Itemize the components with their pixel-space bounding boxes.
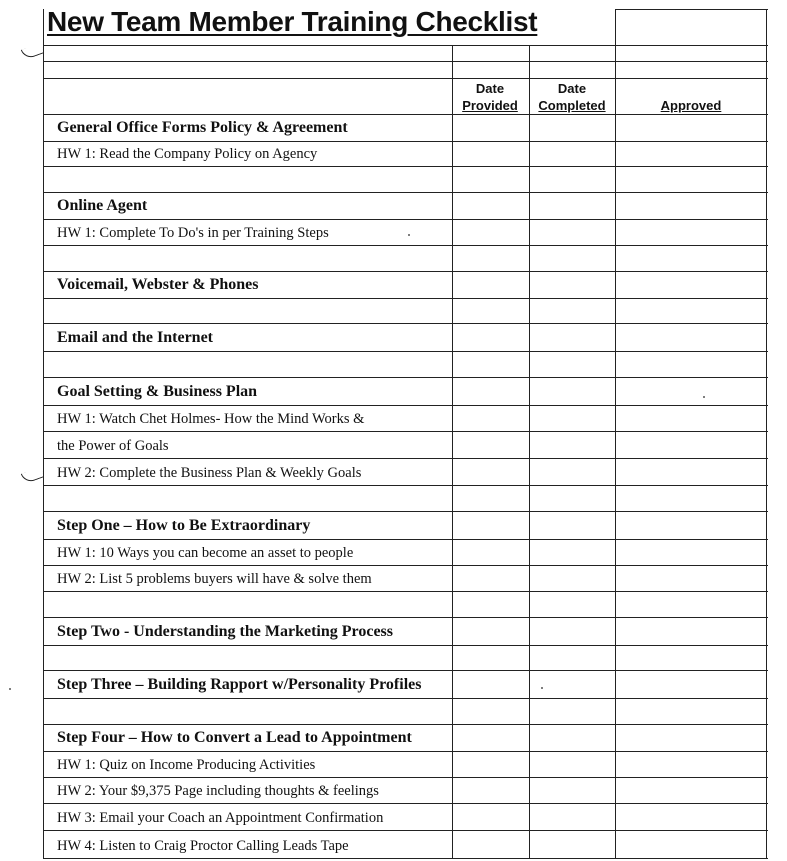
grid-line <box>43 271 768 272</box>
date-completed-header <box>530 80 614 114</box>
date-provided-header-line1: Date <box>475 81 505 96</box>
checklist-item: the Power of Goals <box>57 437 169 454</box>
grid-line <box>43 61 768 62</box>
grid-line <box>529 45 530 858</box>
date-completed-header-line2: Completed <box>538 98 606 113</box>
section-heading: Email and the Internet <box>57 329 213 346</box>
section-heading: Step One – How to Be Extraordinary <box>57 517 311 534</box>
grid-line <box>43 751 768 752</box>
grid-line <box>615 9 768 10</box>
checklist-item: HW 2: List 5 problems buyers will have & solve them <box>57 570 372 587</box>
grid-line <box>43 245 768 246</box>
checklist-item: HW 2: Complete the Business Plan & Weekly Goals <box>57 464 362 481</box>
grid-line <box>43 192 768 193</box>
grid-line <box>43 9 44 858</box>
grid-line <box>43 351 768 352</box>
date-completed-header-line1: Date <box>557 81 587 96</box>
section-heading: General Office Forms Policy & Agreement <box>57 119 348 136</box>
grid-line <box>43 45 768 46</box>
grid-line <box>43 565 768 566</box>
section-heading: Online Agent <box>57 197 148 214</box>
checklist-item: HW 1: Quiz on Income Producing Activities <box>57 756 316 773</box>
handwritten-check-mark <box>21 43 44 61</box>
checklist-item: HW 3: Email your Coach an Appointment Confirmation <box>57 809 384 826</box>
checklist-item: HW 2: Your $9,375 Page including thoughts & feelings <box>57 782 379 799</box>
grid-line <box>43 431 768 432</box>
section-heading: Voicemail, Webster & Phones <box>57 276 259 293</box>
grid-line <box>43 141 768 142</box>
scan-speck <box>408 234 410 236</box>
checklist-item: HW 1: Watch Chet Holmes- How the Mind Works & <box>57 410 365 427</box>
grid-line <box>43 645 768 646</box>
section-heading: Step Four – How to Convert a Lead to Appointment <box>57 729 412 746</box>
grid-line <box>43 698 768 699</box>
grid-line <box>43 511 768 512</box>
grid-line <box>43 485 768 486</box>
scan-speck <box>9 688 11 690</box>
grid-line <box>43 298 768 299</box>
grid-line <box>43 539 768 540</box>
grid-line <box>452 45 453 858</box>
grid-line <box>43 591 768 592</box>
grid-line <box>43 458 768 459</box>
scan-speck <box>703 396 705 398</box>
grid-line <box>43 803 768 804</box>
grid-line <box>43 377 768 378</box>
section-heading: Step Three – Building Rapport w/Personality Profiles <box>57 676 422 693</box>
grid-line <box>43 114 768 115</box>
date-provided-header-line2: Provided <box>462 98 518 113</box>
grid-line <box>43 166 768 167</box>
grid-line <box>43 670 768 671</box>
handwritten-check-mark <box>21 467 44 485</box>
checklist-item: HW 1: 10 Ways you can become an asset to people <box>57 544 354 561</box>
grid-line <box>43 724 768 725</box>
page-title: New Team Member Training Checklist <box>47 6 538 37</box>
checklist-item: HW 1: Complete To Do's in per Training Steps <box>57 224 329 241</box>
date-provided-header <box>452 80 528 114</box>
scan-speck <box>541 687 543 689</box>
section-heading: Goal Setting & Business Plan <box>57 383 258 400</box>
approved-header: Approved <box>660 98 722 113</box>
grid-line <box>43 405 768 406</box>
grid-line <box>766 9 767 858</box>
grid-line <box>43 858 768 859</box>
grid-line <box>43 323 768 324</box>
grid-line <box>43 777 768 778</box>
grid-line <box>43 78 768 79</box>
checklist-item: HW 4: Listen to Craig Proctor Calling Leads Tape <box>57 837 349 854</box>
section-heading: Step Two - Understanding the Marketing Process <box>57 623 393 640</box>
grid-line <box>615 9 616 858</box>
grid-line <box>43 219 768 220</box>
grid-line <box>43 617 768 618</box>
grid-line <box>43 830 768 831</box>
checklist-item: HW 1: Read the Company Policy on Agency <box>57 145 318 162</box>
